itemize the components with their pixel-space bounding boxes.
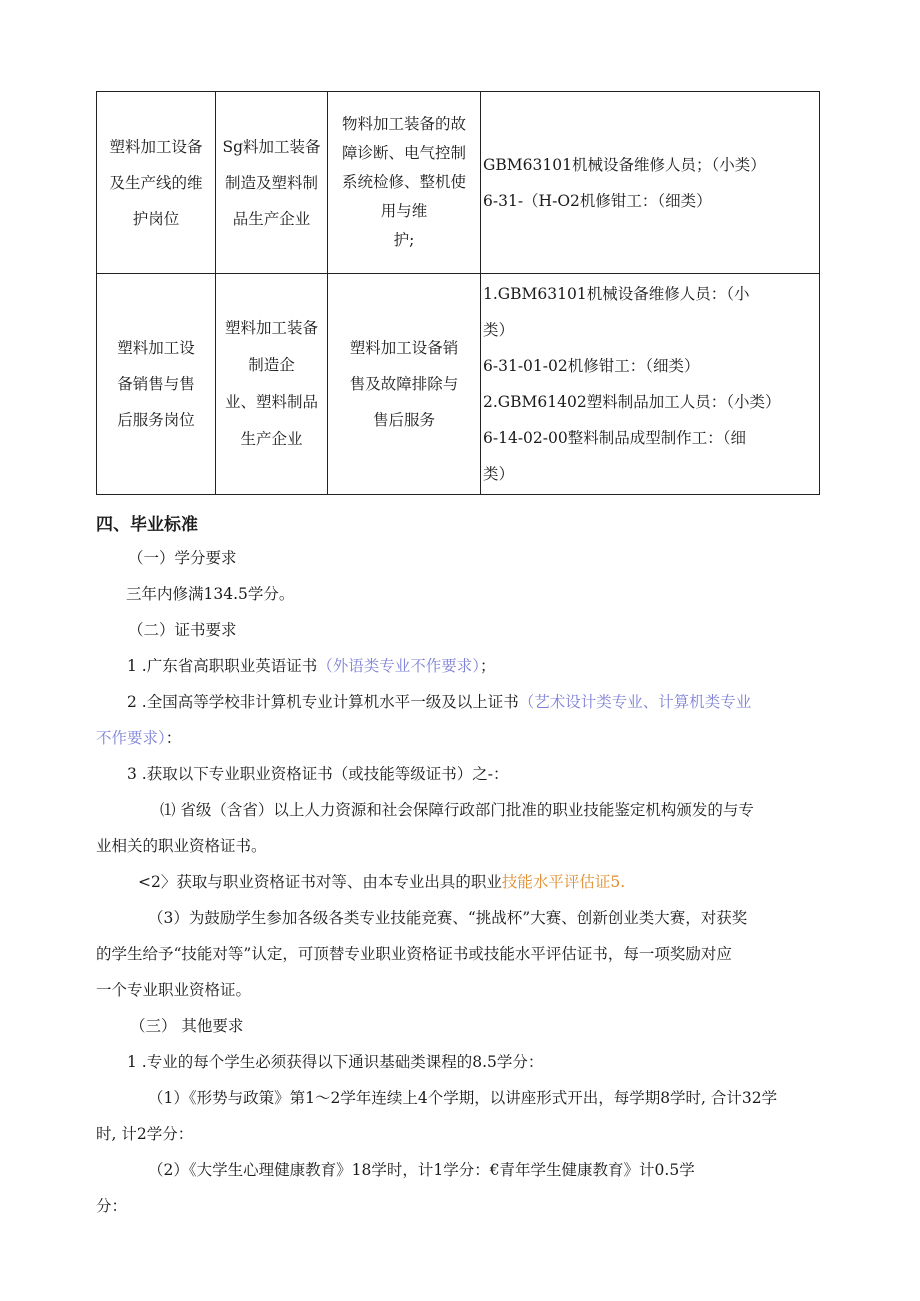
other-item-1-1-cont: 时, 计2学分： [96,1125,194,1143]
table-cell-industry: 塑料加工装备 制造企 业、塑料制品 生产企业 [216,274,328,495]
subheading-certificates: （二）证书要求 [128,621,237,639]
skill-certificate-link: 技能水平评估证5. [501,873,626,891]
credit-requirement: 三年内修满134.5学分。 [126,585,295,603]
cert-paragraph-3-cont: 的学生给予“技能对等”认定，可顶替专业职业资格证书或技能水平评估证书，每一项奖励对应 [96,945,732,963]
table-cell-position: 塑料加工设备 及生产线的维 护岗位 [97,92,216,274]
table-cell-task: 塑料加工设备销 售及故障排除与 售后服务 [328,274,481,495]
cert-paragraph-1-cont: 业相关的职业资格证书。 [96,837,267,855]
cert-paragraph-3-end: 一个专业职业资格证。 [96,981,252,999]
cert-paragraph-1: ⑴ 省级（含省）以上人力资源和社会保障行政部门批准的职业技能鉴定机构颁发的与专 [160,801,754,819]
table-cell-position: 塑料加工设 备销售与售 后服务岗位 [97,274,216,495]
other-item-1: 1 .专业的每个学生必须获得以下通识基础类课程的8.5学分： [127,1053,544,1071]
cert-paragraph-3: （3）为鼓励学生参加各级各类专业技能竞赛、“挑战杯”大赛、创新创业类大赛，对获奖 [148,909,748,927]
cert-paragraph-2: <2〉获取与职业资格证书对等、由本专业出具的职业技能水平评估证5. [138,873,626,891]
table-cell-occupation: 1.GBM63101机械设备维修人员：（小 类） 6-31-01-02机修钳工：（细类） 2.GBM61402塑料制品加工人员：（小类） 6-14-02-00整料制品成型制作工：（细 类） [481,274,820,495]
subheading-other: （三） 其他要求 [130,1017,244,1035]
other-item-1-1: （1）《形势与政策》第1〜2学年连续上4个学期，以讲座形式开出，每学期8学时, 合计32学 [148,1089,778,1107]
cert-item-2: 2 .全国高等学校非计算机专业计算机水平一级及以上证书（艺术设计类专业、计算机类专业 [127,693,752,711]
other-item-1-2: （2）《大学生心理健康教育》18学时，计1学分：€青年学生健康教育》计0.5学 [148,1161,695,1179]
other-item-1-2-cont: 分： [96,1197,128,1215]
section-heading: 四、毕业标准 [96,515,198,535]
table-cell-task: 物料加工装备的故 障诊断、电气控制 系统检修、整机使 用与维 护; [328,92,481,274]
cert-item-1: 1 .广东省高职职业英语证书（外语类专业不作要求）； [127,657,496,675]
table-cell-industry: Sg料加工装备 制造及塑料制 品生产企业 [216,92,328,274]
cert-item-2-note: （艺术设计类专业、计算机类专业 [518,693,752,711]
cert-item-2-cont: 不作要求）： [96,729,182,747]
occupation-table [96,91,820,495]
subheading-credits: （一）学分要求 [128,549,237,567]
table-cell-occupation: GBM63101机械设备维修人员；（小类） 6-31-（H-O2机修钳工：（细类） [481,92,820,274]
table-row [97,274,820,495]
cert-item-1-note: （外语类专业不作要求） [317,657,480,675]
cert-item-3: 3 .获取以下专业职业资格证书（或技能等级证书）之-： [127,765,509,783]
table-row [97,92,820,274]
